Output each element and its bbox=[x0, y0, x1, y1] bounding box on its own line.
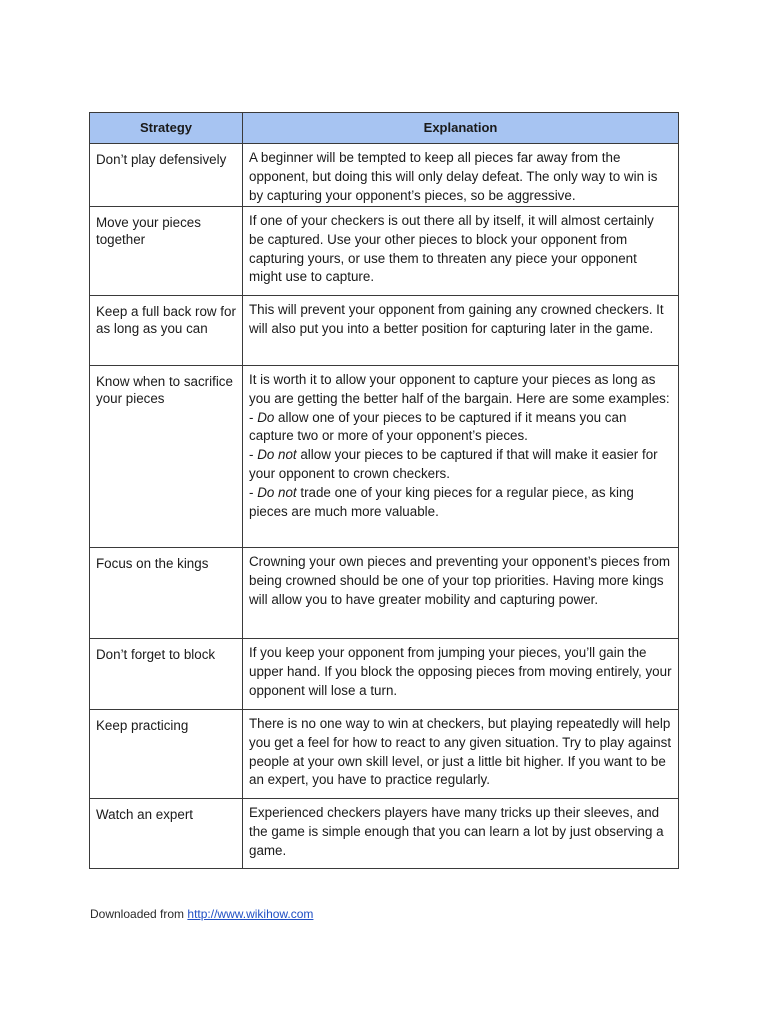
strategy-cell: Don’t forget to block bbox=[90, 639, 243, 710]
source-link[interactable]: http://www.wikihow.com bbox=[187, 907, 314, 921]
explanation-cell bbox=[243, 710, 679, 799]
emphasis-text: Do not bbox=[257, 484, 297, 500]
table-row bbox=[90, 710, 679, 799]
table-row bbox=[90, 296, 679, 366]
explanation-text: - bbox=[249, 409, 258, 425]
strategy-cell: Know when to sacrifice your pieces bbox=[90, 366, 243, 548]
explanation-text: If you keep your opponent from jumping your pieces, you’ll gain the upper hand. If you block the opposing pieces from moving entirely, your opponent will lose a turn. bbox=[249, 645, 672, 698]
explanation-cell bbox=[243, 548, 679, 639]
header-explanation: Explanation bbox=[243, 113, 679, 144]
explanation-cell bbox=[243, 144, 679, 207]
strategy-cell: Don’t play defensively bbox=[90, 144, 243, 207]
explanation-text: This will prevent your opponent from gaining any crowned checkers. It will also put you into a better position for capturing later in the game. bbox=[249, 302, 664, 336]
explanation-text: - bbox=[249, 447, 258, 463]
explanation-text: Experienced checkers players have many tricks up their sleeves, and the game is simple enough that you can learn a lot by just observing a game. bbox=[249, 805, 664, 858]
explanation-paragraph bbox=[249, 149, 672, 205]
table-row bbox=[90, 144, 679, 207]
explanation-text: It is worth it to allow your opponent to capture your pieces as long as you are getting the better half of the bargain. Here are some examples: bbox=[249, 372, 670, 406]
table-row bbox=[90, 639, 679, 710]
explanation-paragraph bbox=[249, 212, 672, 287]
strategy-cell: Focus on the kings bbox=[90, 548, 243, 639]
explanation-text: allow your pieces to be captured if that will make it easier for your opponent to crown checkers. bbox=[249, 447, 658, 481]
strategy-cell: Move your pieces together bbox=[90, 207, 243, 296]
explanation-cell bbox=[243, 799, 679, 869]
header-strategy: Strategy bbox=[90, 113, 243, 144]
table-row bbox=[90, 799, 679, 869]
explanation-text: trade one of your king pieces for a regular piece, as king pieces are much more valuable. bbox=[249, 484, 634, 519]
explanation-text: allow one of your pieces to be captured if it means you can capture two or more of your opponent’s pieces. bbox=[249, 409, 627, 444]
explanation-paragraph bbox=[249, 484, 672, 522]
footer-prefix: Downloaded from bbox=[90, 907, 188, 921]
explanation-paragraph bbox=[249, 409, 672, 447]
explanation-cell bbox=[243, 639, 679, 710]
table-body bbox=[90, 144, 679, 869]
explanation-text: A beginner will be tempted to keep all pieces far away from the opponent, but doing this will only delay defeat. The only way to win is by capturing your opponent’s pieces, so be aggressive. bbox=[249, 150, 658, 203]
explanation-cell bbox=[243, 366, 679, 548]
emphasis-text: Do bbox=[257, 409, 275, 425]
emphasis-text: Do not bbox=[257, 447, 297, 463]
strategy-cell: Watch an expert bbox=[90, 799, 243, 869]
explanation-text: If one of your checkers is out there all by itself, it will almost certainly be captured. Use your other pieces to block your opponent from capturing yours, or use them to threaten any piece your opponent might use to capture. bbox=[249, 213, 654, 285]
explanation-text: Crowning your own pieces and preventing your opponent’s pieces from being crowned should be one of your top priorities. Having more kings will allow you to have greater mobility and capturing power. bbox=[249, 554, 671, 607]
explanation-paragraph bbox=[249, 301, 672, 339]
table-header-row bbox=[90, 113, 679, 144]
strategy-cell: Keep a full back row for as long as you can bbox=[90, 296, 243, 366]
explanation-paragraph bbox=[249, 715, 672, 790]
strategy-cell: Keep practicing bbox=[90, 710, 243, 799]
table-row bbox=[90, 207, 679, 296]
explanation-paragraph bbox=[249, 553, 672, 609]
explanation-cell bbox=[243, 207, 679, 296]
explanation-paragraph bbox=[249, 371, 672, 409]
explanation-paragraph bbox=[249, 446, 672, 484]
footer-source bbox=[90, 907, 313, 921]
explanation-paragraph bbox=[249, 644, 672, 700]
strategy-table bbox=[89, 112, 679, 869]
explanation-text: There is no one way to win at checkers, but playing repeatedly will help you get a feel for how to react to any given situation. Try to play against people at your own skill level, or just a little bit higher. If you want to be an expert, you have to practice regularly. bbox=[249, 716, 672, 788]
explanation-paragraph bbox=[249, 804, 672, 860]
explanation-text: - bbox=[249, 484, 258, 500]
table-row bbox=[90, 548, 679, 639]
explanation-cell bbox=[243, 296, 679, 366]
table-row bbox=[90, 366, 679, 548]
